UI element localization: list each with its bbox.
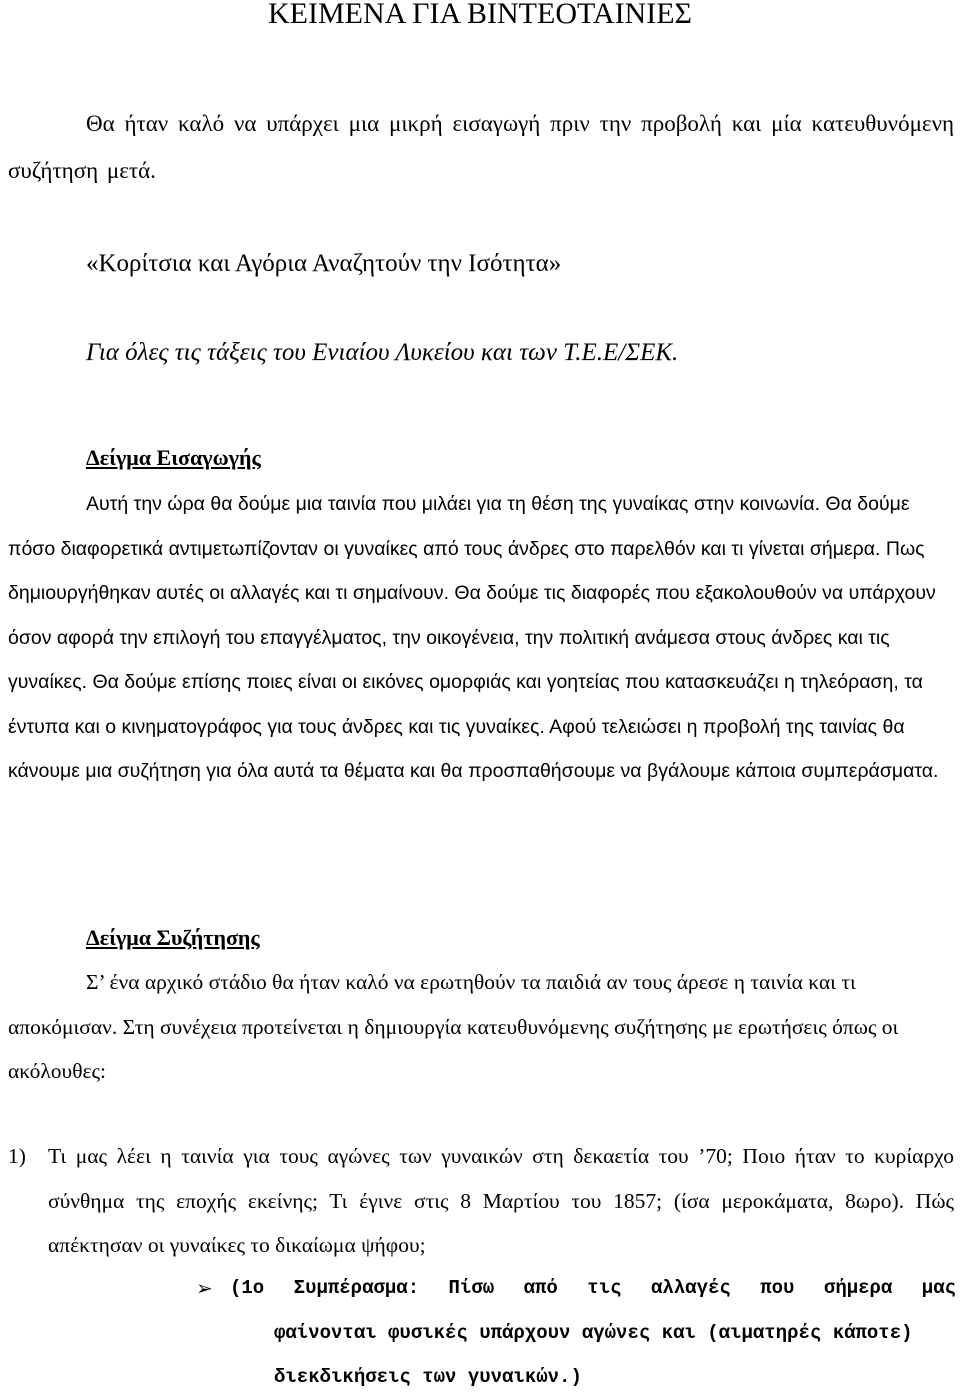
- question-number: 1): [8, 1144, 26, 1168]
- sample-intro-body: Αυτή την ώρα θα δούμε μια ταινία που μιλάει για τη θέση της γυναίκας στην κοινωνία. Θα δούμε πόσο διαφορετικά αντιμετωπίζονταν οι γυναίκες από τους άνδρες στο παρελθόν και τι γίνεται σήμερα. Πως δημιουργήθηκαν αυτές οι αλλαγές και τι σημαίνουν. Θα δούμε τις διαφορές που εξακολουθούν να υπάρχουν όσον αφορά την επιλογή του επαγγέλματος, την οικογένεια, την πολιτική ανάμεσα στους άνδρες και τις γυναίκες. Θα δούμε επίσης ποιες είναι οι εικόνες ομορφιάς και γοητείας που κατασκευάζει η τηλεόραση, τα έντυπα και ο κινηματογράφος για τους άνδρες και τις γυναίκες. Αφού τελειώσει η προβολή της ταινίας θα κάνουμε μια συζήτηση για όλα αυτά τα θέματα και θα προσπαθήσουμε να βγάλουμε κάποια συμπεράσματα.: [8, 493, 939, 782]
- question-text: Τι μας λέει η ταινία για τους αγώνες των γυναικών στη δεκαετία του ’70; Ποιο ήταν το κυρίαρχο σύνθημα της εποχής εκείνης; Τι έγινε στις 8 Μαρτίου του 1857; (ίσα μεροκάματα, 8ωρο). Πώς απέκτησαν οι γυναίκες το δικαίωμα ψήφου;: [48, 1144, 954, 1257]
- conclusion-line-3: διεκδικήσεις των γυναικών.): [274, 1366, 582, 1388]
- question-item: [8, 1134, 954, 1268]
- intro-paragraph: Θα ήταν καλό να υπάρχει μια μικρή εισαγωγή πριν την προβολή και μία κατευθυνόμενη συζήτηση μετά.: [8, 111, 954, 183]
- conclusion-line-2: φαίνονται φυσικές υπάρχουν αγώνες και (αιματηρές κάποτε): [274, 1321, 913, 1344]
- audience-line: Για όλες τις τάξεις του Ενιαίου Λυκείου και των Τ.Ε.Ε/ΣΕΚ.: [86, 339, 679, 366]
- page-title: ΚΕΙΜΕΝΑ ΓΙΑ ΒΙΝΤΕΟΤΑΙΝΙΕΣ: [268, 0, 692, 30]
- arrow-right-icon: ➢: [196, 1276, 213, 1300]
- sample-discussion-body: Σ’ ένα αρχικό στάδιο θα ήταν καλό να ερωτηθούν τα παιδιά αν τους άρεσε η ταινία και τι αποκόμισαν. Στη συνέχεια προτείνεται η δημιουργία κατευθυνόμενης συζήτησης με ερωτήσεις όπως οι ακόλουθες:: [8, 970, 899, 1083]
- sample-intro-heading: Δείγμα Εισαγωγής: [86, 445, 261, 470]
- conclusion-line-1: (1ο Συμπέρασμα: Πίσω από τις αλλαγές που σήμερα μας: [230, 1277, 956, 1299]
- conclusion-block: [196, 1266, 956, 1400]
- sample-discussion-heading: Δείγμα Συζήτησης: [86, 925, 260, 950]
- film-title: «Κορίτσια και Αγόρια Αναζητούν την Ισότητα»: [86, 250, 562, 277]
